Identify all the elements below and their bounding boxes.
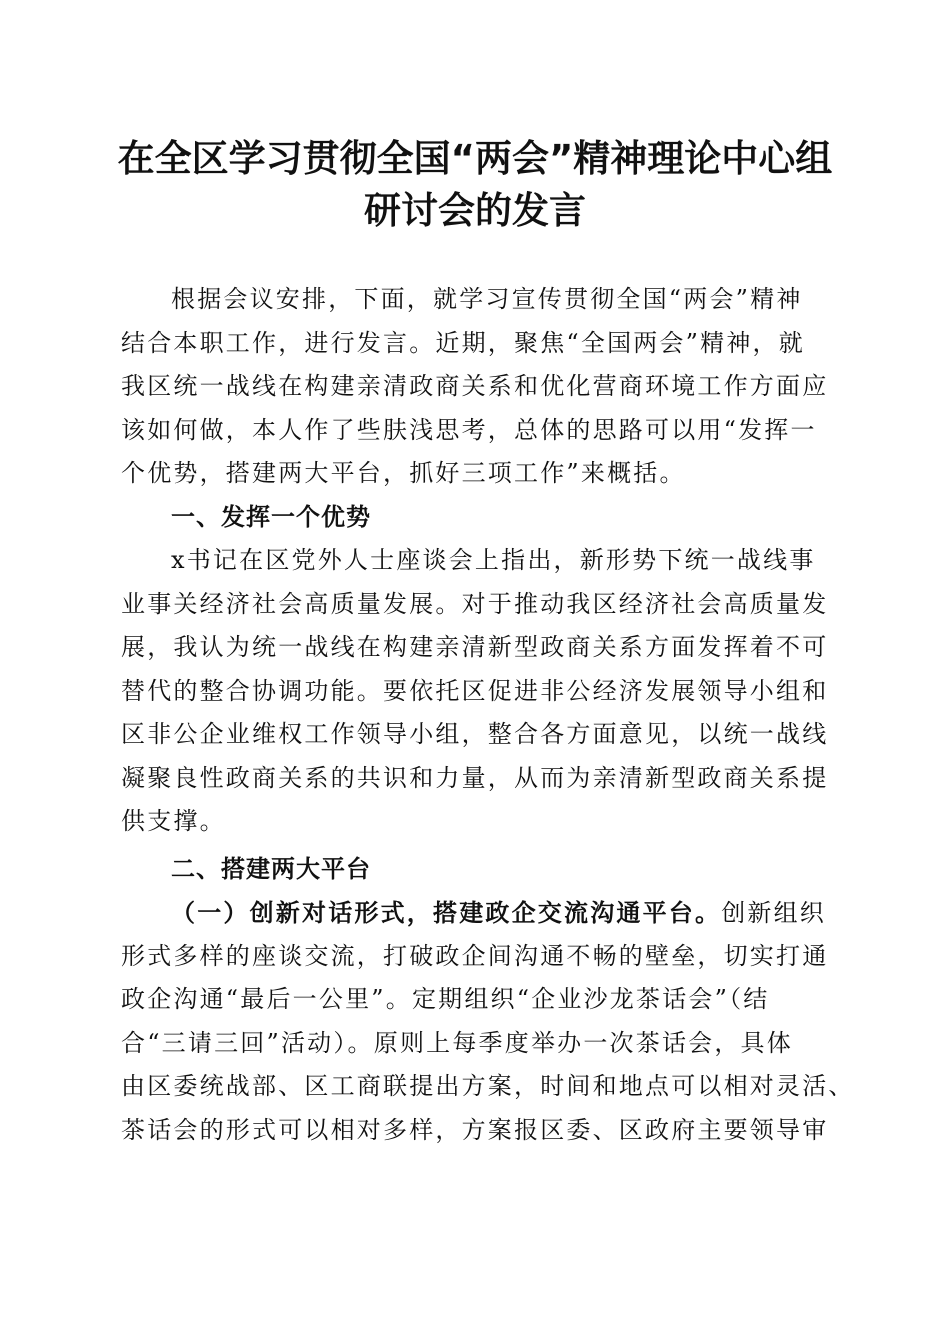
paragraph-first-rest: 创新组织 [721, 899, 827, 927]
paragraph-line: 根据会议安排，下面，就学习宣传贯彻全国“两会”精神 [171, 285, 803, 313]
paragraph-line: 合“三请三回”活动）。原则上每季度举办一次茶话会，具体 [121, 1028, 793, 1057]
paragraph-intro [121, 278, 831, 496]
paragraph-line: 结合本职工作，进行发言。近期，聚焦“全国两会”精神，就 [121, 328, 805, 357]
paragraph-line: 形式多样的座谈交流，打破政企间沟通不畅的壁垒，切实打通 [121, 941, 829, 970]
paragraph-first-line [121, 891, 831, 935]
paragraph-line: 区非公企业维权工作领导小组，整合各方面意见，以统一战线 [121, 720, 829, 748]
document-title [100, 133, 850, 237]
section-heading-1: 一、发挥一个优势 [171, 502, 371, 531]
paragraph-line: 由区委统战部、区工商联提出方案，时间和地点可以相对灵活、 [121, 1072, 855, 1100]
paragraph-advantage [121, 539, 831, 844]
section-heading-2: 二、搭建两大平台 [171, 854, 371, 883]
paragraph-platform [121, 891, 855, 1152]
title-line-1: 在全区学习贯彻全国“两会”精神理论中心组 [117, 137, 833, 180]
paragraph-line: 业事关经济社会高质量发展。对于推动我区经济社会高质量发 [121, 589, 829, 618]
document-body [121, 278, 855, 1152]
paragraph-line: 我区统一战线在构建亲清政商关系和优化营商环境工作方面应 [121, 372, 829, 400]
paragraph-line: 该如何做，本人作了些肤浅思考，总体的思路可以用“发挥一 [121, 415, 817, 444]
paragraph-line: 凝聚良性政商关系的共识和力量，从而为亲清新型政商关系提 [121, 763, 829, 792]
paragraph-line: 政企沟通“最后一公里”。定期组织“企业沙龙茶话会”（结 [121, 985, 770, 1013]
paragraph-line: 供支撑。 [121, 807, 226, 835]
paragraph-line: 替代的整合协调功能。要依托区促进非公经济发展领导小组和 [121, 676, 829, 705]
paragraph-line: 茶话会的形式可以相对多样，方案报区委、区政府主要领导审 [121, 1115, 829, 1144]
paragraph-line: x书记在区党外人士座谈会上指出，新形势下统一战线事 [171, 546, 816, 574]
title-line-2: 研讨会的发言 [364, 189, 586, 232]
paragraph-line: 个优势，搭建两大平台，抓好三项工作”来概括。 [121, 459, 686, 487]
paragraph-line: 展，我认为统一战线在构建亲清新型政商关系方面发挥着不可 [121, 633, 829, 661]
subsection-lead: （一）创新对话形式，搭建政企交流沟通平台。 [171, 898, 722, 927]
